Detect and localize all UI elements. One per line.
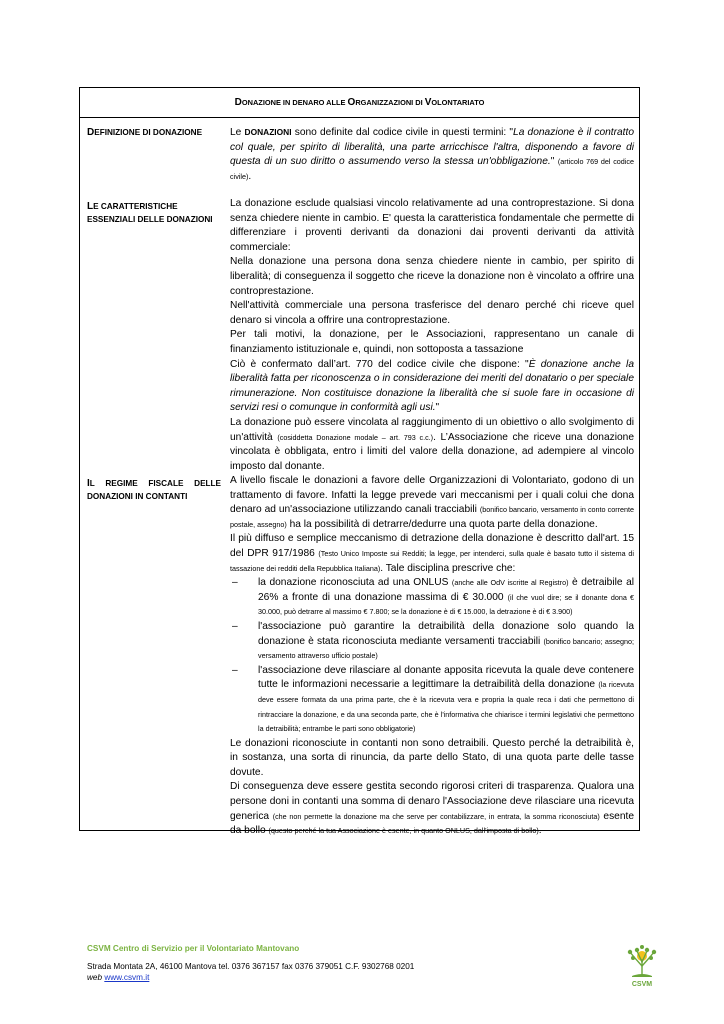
text: . [248,170,252,182]
dash-bullet: – [232,620,238,632]
list-item [230,620,634,664]
text-donazioni: DONAZIONI [244,127,292,137]
definition-paragraph [230,125,634,184]
list-item [230,664,634,737]
text: l'associazione deve rilasciare al donante apposita ricevuta la quale deve contenere tutte le informazioni necessarie a legittimare la detraibilità della donazione [258,664,634,691]
tree-logo-icon [624,942,660,988]
paragraph-modale [230,416,634,474]
citation: (cosiddetta Donazione modale – art. 793 c.c.) [277,432,434,442]
text: sono definite dal codice civile in questi termini: " [291,127,514,138]
text: Ciò è confermato dall’art. 770 del codice civile che dispone: " [230,358,529,370]
text: A livello fiscale le donazioni a favore delle Organizzazioni di Volontariato, godono di un trattamento di favore. Infatti la legge prevede vari meccanismi per i quali colui che dona denaro ad un'associazione utilizzando canali tracciabili [230,475,634,516]
text: è detraibile al 26% a fronte di una donazione massima di € 30.000 [258,577,634,603]
title-cap-1: D [234,97,242,108]
title-part-1: ONAZIONE IN DENARO ALLE [241,98,348,107]
text: Le [230,127,245,138]
paragraph: Le donazioni riconosciute in contanti non sono detraibili. Questo perché la detraibilità è, in sostanza, una sorta di rinuncia, da parte dello Stato, di una quota parte delle tasse dovute. [230,737,634,778]
section-content-definizione [230,125,634,184]
note: (la ricevuta deve essere formata da una prima parte, che è la ricevuta vera e propria la quale reca i dati che permettono di rintracciare la donazione, e da una seconda parte, che è l'informativa che chiarisce i termini legislativi che permettono la detraibilità; entrambe le parti sono obbligatorie) [258,680,634,734]
label-cap: I [87,478,90,489]
quote-text: È donazione anche la liberalità fatta per riconoscenza o in considerazione dei meriti del donatario o per speciale rimunerazione. Non costituisce donazione la liberalità che si suole fare in occasione di servizi resi o comunque in conformità agli usi. [230,358,634,414]
note: (bonifico bancario; assegno; versamento attraverso ufficio postale) [258,636,634,661]
list-item [230,576,634,620]
text: . Tale disciplina prescrive che: [380,562,516,574]
document-table [79,87,640,837]
section-label-definizione [87,126,221,139]
citation: (articolo 769 del codice civile) [230,157,634,181]
csvm-logo [624,942,660,988]
document-title [80,97,639,108]
note: (che non permette la donazione ma che serve per contabilizzare, in entrata, la somma riconosciuta) [272,811,600,821]
text: " [435,402,440,414]
title-cap-2: O [347,97,356,108]
dash-bullet: – [232,577,238,589]
web-label: web [87,973,103,982]
text: Di conseguenza deve essere gestita secondo rigorosi criteri di trasparenza. Qualora una persone doni in contanti una somma di denaro l'Associazione deve rilasciare una ricevuta generica [230,781,634,822]
text: l'associazione può garantire la detraibilità della donazione solo quando la donazione è stata riconosciuta mediante versamenti tracciabili [258,620,634,647]
label-cap: L [87,201,94,212]
quote-text: La donazione è il contratto col quale, per spirito di liberalità, una parte arricchisce l'altra, disponendo a favore di questa di un suo diritto o assumendo verso la stessa un'obbligazione. [230,127,634,168]
note: (anche alle OdV iscritte al Registro) [451,578,569,588]
title-row [80,88,639,118]
note: (il che vuol dire; se il donante dona € 30.000, può detrarre al massimo € 7.800; se la donazione è di € 15.000, la detrazione è di € 3.900) [258,592,634,617]
paragraph: Per tali motivi, la donazione, per le Associazioni, rappresentano un canale di finanziamento istituzionale e, quindi, non sottoposta a tassazione [230,329,634,355]
title-part-2: RGANIZZAZIONI DI [355,98,425,107]
label-text: EFINIZIONE DI DONAZIONE [94,128,203,137]
text: La donazione può essere vincolata al raggiungimento di un obiettivo o allo svolgimento di un'attività [230,416,634,443]
title-cap-3: V [424,97,432,108]
text: la donazione riconosciuta ad una ONLUS [258,577,452,589]
logo-text: CSVM [631,981,653,988]
text: " [550,156,558,168]
label-cap: D [87,127,95,138]
section-content-regime-fiscale [230,474,634,839]
text: Il più diffuso e semplice meccanismo di detrazione della donazione è descritto dall'art. 15 del DPR 917/1986 [230,533,634,559]
text: . [538,825,542,837]
note: (bonifico bancario, versamento in conto corrente postale, assegno) [230,505,634,529]
paragraph [230,474,634,532]
footer [87,943,414,984]
text: ha la possibilità di detrarre/dedurre una quota parte della donazione. [286,518,598,530]
label-text: E CARATTERISTICHE ESSENZIALI DELLE DONAZIONI [87,202,213,224]
paragraph: Nella donazione una persona dona senza chiedere niente in cambio, per spirito di liberalità; di conseguenza il soggetto che riceve la donazione non è vincolato a offrire una controprestazione. [230,256,634,297]
footer-web [87,972,414,984]
section-label-caratteristiche [87,200,221,226]
footer-org-name: CSVM Centro di Servizio per il Volontariato Mantovano [87,944,300,953]
text: esente da bollo [230,810,634,837]
note: (Testo Unico Imposte sui Redditi; la legge, per intenderci, sulla quale è basato tutto il sistema di tassazione dei redditi della Repubblica Italiana) [230,548,634,573]
dash-bullet: – [232,664,238,676]
paragraph [230,532,634,576]
title-part-3: OLONTARIATO [431,98,485,107]
paragraph: Nell'attività commerciale una persona trasferisce del denaro perché chi riceve quel denaro si vincola a offrire una controprestazione. [230,300,634,326]
paragraph-art770 [230,358,634,416]
paragraph [230,780,634,838]
note: (questo perché la tua Associazione è esente, in quanto ONLUS, dall'imposta di bollo) [268,826,539,836]
section-content-caratteristiche [230,197,634,474]
paragraph: La donazione esclude qualsiasi vincolo relativamente ad una controprestazione. Si dona senza chiedere niente in cambio. E' questa la caratteristica fondamentale che permette di differenziare i proventi derivanti da donazioni dai proventi derivanti da attività commerciale: [230,198,634,253]
label-text: L REGIME FISCALE DELLE DONAZIONI IN CONTANTI [87,479,221,501]
website-link[interactable]: www.csvm.it [104,973,150,982]
section-label-regime-fiscale [87,477,221,503]
footer-address: Strada Montata 2A, 46100 Mantova tel. 0376 367157 fax 0376 379051 C.F. 9302768 0201 [87,961,415,971]
text: . L’Associazione che riceve una donazione vincolata è obbligata, entro i limiti del valore della donazione, ad adempiere al vincolo imposto dal donante. [230,431,634,472]
